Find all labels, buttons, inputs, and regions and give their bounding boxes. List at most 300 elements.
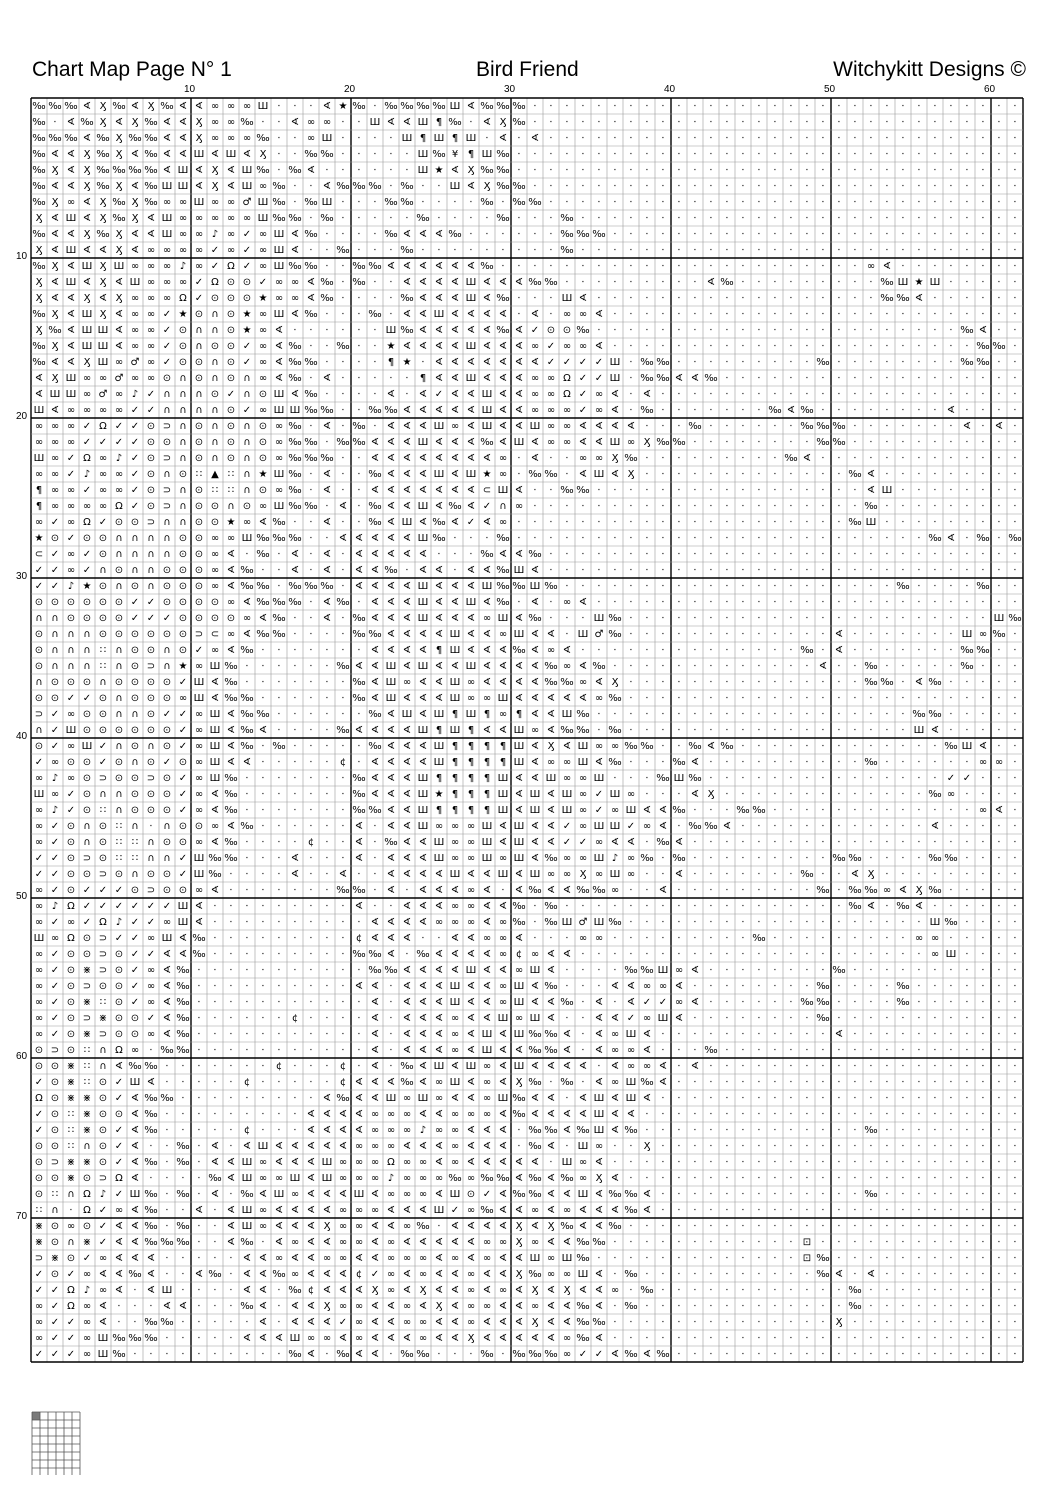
- stitch-symbol: ⋅: [997, 901, 1000, 912]
- stitch-symbol: ¢: [308, 837, 314, 848]
- stitch-symbol: ⋅: [645, 517, 648, 528]
- stitch-symbol: ⋅: [997, 405, 1000, 416]
- stitch-symbol: Ш: [498, 613, 509, 624]
- stitch-symbol: ⋅: [661, 245, 664, 256]
- stitch-symbol: ‰: [144, 1109, 157, 1120]
- stitch-symbol: ⋅: [261, 1045, 264, 1056]
- stitch-symbol: Ш: [418, 773, 429, 784]
- stitch-symbol: ⋅: [517, 533, 520, 544]
- stitch-symbol: ∢: [947, 405, 955, 416]
- stitch-symbol: ‰: [928, 789, 941, 800]
- stitch-symbol: Ш: [466, 341, 477, 352]
- stitch-symbol: ⋅: [821, 1221, 824, 1232]
- stitch-symbol: ⊙: [35, 1173, 43, 1184]
- stitch-symbol: ⋅: [613, 341, 616, 352]
- stitch-symbol: ⋅: [773, 421, 776, 432]
- stitch-symbol: ⋅: [837, 789, 840, 800]
- stitch-symbol: ✓: [99, 757, 107, 768]
- stitch-symbol: ✓: [51, 917, 59, 928]
- stitch-symbol: ⋅: [725, 677, 728, 688]
- stitch-symbol: ⋅: [693, 1269, 696, 1280]
- stitch-symbol: ⊙: [563, 325, 571, 336]
- stitch-symbol: ⋅: [757, 549, 760, 560]
- stitch-symbol: ‰: [704, 1045, 717, 1056]
- stitch-symbol: ⋅: [1013, 357, 1016, 368]
- stitch-symbol: ⋅: [213, 1205, 216, 1216]
- stitch-symbol: ⋅: [757, 261, 760, 272]
- stitch-symbol: ⋅: [965, 117, 968, 128]
- stitch-symbol: Ш: [130, 1077, 141, 1088]
- stitch-symbol: ⋅: [245, 773, 248, 784]
- stitch-symbol: ∢: [467, 1013, 475, 1024]
- stitch-symbol: ⋅: [309, 885, 312, 896]
- stitch-symbol: ⋅: [373, 325, 376, 336]
- stitch-symbol: Ӽ: [548, 741, 555, 752]
- stitch-symbol: ∞: [403, 1125, 411, 1136]
- stitch-symbol: ⋅: [917, 869, 920, 880]
- stitch-symbol: ∞: [259, 229, 267, 240]
- stitch-symbol: ⋅: [645, 101, 648, 112]
- stitch-symbol: ∢: [339, 1109, 347, 1120]
- stitch-symbol: ⋅: [245, 805, 248, 816]
- stitch-symbol: ⋅: [693, 661, 696, 672]
- stitch-symbol: ⋅: [981, 405, 984, 416]
- stitch-symbol: ∞: [179, 245, 187, 256]
- stitch-symbol: ∢: [403, 693, 411, 704]
- stitch-symbol: ⋅: [677, 357, 680, 368]
- stitch-symbol: ∩: [147, 853, 154, 864]
- stitch-symbol: ∩: [163, 533, 170, 544]
- stitch-symbol: ⋅: [629, 757, 632, 768]
- stitch-symbol: ⊙: [259, 389, 267, 400]
- stitch-symbol: ⋅: [677, 1237, 680, 1248]
- stitch-symbol: ⋅: [645, 837, 648, 848]
- stitch-symbol: ⋅: [757, 661, 760, 672]
- stitch-symbol: ⋅: [485, 533, 488, 544]
- stitch-symbol: ‰: [352, 181, 365, 192]
- stitch-symbol: ⋅: [853, 405, 856, 416]
- stitch-symbol: Ш: [594, 917, 605, 928]
- stitch-symbol: ⋅: [869, 917, 872, 928]
- stitch-symbol: ∢: [627, 421, 635, 432]
- stitch-symbol: ⋅: [869, 837, 872, 848]
- stitch-symbol: ⋅: [789, 581, 792, 592]
- stitch-symbol: ∷: [84, 1061, 90, 1072]
- stitch-symbol: ⋅: [997, 773, 1000, 784]
- stitch-symbol: ∢: [995, 421, 1003, 432]
- stitch-symbol: ∢: [963, 421, 971, 432]
- stitch-symbol: ‰: [240, 821, 253, 832]
- stitch-symbol: ⋅: [789, 261, 792, 272]
- stitch-symbol: ⋅: [821, 853, 824, 864]
- stitch-symbol: ∢: [675, 981, 683, 992]
- stitch-symbol: ⋅: [629, 341, 632, 352]
- stitch-symbol: ⋅: [677, 1141, 680, 1152]
- stitch-symbol: ⋅: [677, 1173, 680, 1184]
- stitch-symbol: ⋅: [885, 1189, 888, 1200]
- stitch-symbol: ⋅: [597, 501, 600, 512]
- stitch-symbol: ∢: [595, 1205, 603, 1216]
- stitch-symbol: ⋅: [949, 197, 952, 208]
- stitch-symbol: ⋅: [869, 1045, 872, 1056]
- stitch-symbol: ✓: [243, 229, 251, 240]
- stitch-symbol: ⋅: [661, 757, 664, 768]
- stitch-symbol: ⊙: [99, 725, 107, 736]
- stitch-symbol: ∢: [595, 1045, 603, 1056]
- stitch-symbol: ⋅: [741, 245, 744, 256]
- stitch-symbol: ⋅: [821, 405, 824, 416]
- stitch-symbol: ⋅: [245, 1349, 248, 1360]
- stitch-symbol: ⋇: [83, 1093, 91, 1104]
- stitch-symbol: ⋅: [597, 581, 600, 592]
- stitch-symbol: ⋅: [933, 229, 936, 240]
- stitch-symbol: ⊙: [163, 629, 171, 640]
- stitch-symbol: ⋅: [517, 469, 520, 480]
- stitch-symbol: ⋅: [677, 1253, 680, 1264]
- stitch-symbol: ∢: [515, 1333, 523, 1344]
- stitch-symbol: ∢: [403, 1013, 411, 1024]
- stitch-symbol: ⊙: [227, 293, 235, 304]
- stitch-symbol: ⋅: [629, 549, 632, 560]
- stitch-symbol: Ш: [562, 789, 573, 800]
- stitch-symbol: ⋅: [821, 293, 824, 304]
- stitch-symbol: ∢: [547, 997, 555, 1008]
- stitch-symbol: Ш: [242, 1221, 253, 1232]
- stitch-symbol: ∢: [851, 869, 859, 880]
- stitch-symbol: ⋅: [453, 245, 456, 256]
- stitch-symbol: ⋅: [949, 389, 952, 400]
- stitch-symbol: ⋅: [309, 917, 312, 928]
- stitch-symbol: ⋅: [869, 229, 872, 240]
- stitch-symbol: ⊙: [147, 645, 155, 656]
- stitch-symbol: ⋅: [741, 133, 744, 144]
- stitch-symbol: ⋅: [981, 149, 984, 160]
- stitch-symbol: ⋅: [949, 421, 952, 432]
- stitch-symbol: ∢: [435, 1317, 443, 1328]
- stitch-symbol: ∞: [467, 1317, 475, 1328]
- stitch-symbol: ⋅: [645, 261, 648, 272]
- stitch-symbol: ⋅: [725, 421, 728, 432]
- stitch-symbol: ⊙: [35, 693, 43, 704]
- stitch-symbol: ⋅: [757, 357, 760, 368]
- stitch-symbol: ‰: [592, 229, 605, 240]
- stitch-symbol: ⋅: [933, 1285, 936, 1296]
- stitch-symbol: ∞: [467, 901, 475, 912]
- stitch-symbol: ⋅: [1013, 1189, 1016, 1200]
- stitch-symbol: ⋅: [293, 885, 296, 896]
- stitch-symbol: ⋅: [341, 453, 344, 464]
- stitch-symbol: ‰: [416, 1349, 429, 1360]
- stitch-symbol: ⋅: [981, 997, 984, 1008]
- stitch-symbol: Ш: [178, 181, 189, 192]
- stitch-symbol: ⋅: [1013, 1173, 1016, 1184]
- stitch-symbol: ⋅: [949, 837, 952, 848]
- stitch-symbol: ∞: [115, 1205, 123, 1216]
- stitch-symbol: ⋅: [805, 181, 808, 192]
- stitch-symbol: ‰: [400, 1077, 413, 1088]
- stitch-symbol: ∞: [595, 741, 603, 752]
- stitch-symbol: ⋅: [949, 229, 952, 240]
- stitch-symbol: ∢: [499, 1045, 507, 1056]
- stitch-symbol: ⋅: [917, 181, 920, 192]
- stitch-symbol: ∢: [371, 1349, 379, 1360]
- stitch-symbol: ⋅: [885, 757, 888, 768]
- stitch-symbol: Ш: [962, 629, 973, 640]
- stitch-symbol: ⋅: [965, 437, 968, 448]
- stitch-symbol: ⋅: [341, 917, 344, 928]
- stitch-symbol: ⋅: [341, 821, 344, 832]
- stitch-symbol: ⋅: [389, 309, 392, 320]
- stitch-symbol: Ш: [162, 181, 173, 192]
- stitch-symbol: ∞: [35, 1301, 43, 1312]
- stitch-symbol: ∩: [179, 421, 186, 432]
- stitch-symbol: ∞: [275, 437, 283, 448]
- stitch-symbol: Ш: [162, 933, 173, 944]
- stitch-symbol: ⋅: [885, 965, 888, 976]
- stitch-symbol: Ш: [434, 1061, 445, 1072]
- stitch-symbol: ∢: [499, 1317, 507, 1328]
- stitch-symbol: ∢: [403, 453, 411, 464]
- stitch-symbol: ⋅: [757, 1253, 760, 1264]
- stitch-symbol: ∢: [387, 869, 395, 880]
- stitch-symbol: ‰: [336, 1093, 349, 1104]
- stitch-symbol: ✓: [115, 1141, 123, 1152]
- stitch-symbol: Ӽ: [628, 469, 635, 480]
- stitch-symbol: ⋅: [677, 501, 680, 512]
- stitch-symbol: ⋅: [917, 837, 920, 848]
- stitch-symbol: ⋅: [693, 837, 696, 848]
- stitch-symbol: ∢: [675, 869, 683, 880]
- stitch-symbol: ∢: [403, 661, 411, 672]
- stitch-symbol: ∢: [259, 1285, 267, 1296]
- stitch-symbol: ∢: [179, 949, 187, 960]
- stitch-symbol: ∷: [212, 485, 218, 496]
- stitch-symbol: ‰: [144, 1189, 157, 1200]
- stitch-symbol: ‰: [240, 741, 253, 752]
- stitch-symbol: ⊙: [83, 757, 91, 768]
- stitch-symbol: ‰: [336, 245, 349, 256]
- stitch-symbol: ∢: [323, 469, 331, 480]
- stitch-symbol: ⋅: [805, 1301, 808, 1312]
- stitch-symbol: ⋅: [1013, 325, 1016, 336]
- stitch-symbol: ∢: [355, 1093, 363, 1104]
- stitch-symbol: Ш: [530, 421, 541, 432]
- stitch-symbol: ∢: [515, 1301, 523, 1312]
- stitch-symbol: ∢: [387, 581, 395, 592]
- stitch-symbol: Ш: [418, 533, 429, 544]
- stitch-symbol: ⋅: [277, 101, 280, 112]
- stitch-symbol: ✓: [579, 373, 587, 384]
- stitch-symbol: ⋅: [757, 853, 760, 864]
- stitch-symbol: ⋅: [1013, 485, 1016, 496]
- stitch-symbol: ∞: [147, 933, 155, 944]
- stitch-symbol: ⊙: [131, 789, 139, 800]
- stitch-symbol: ⋅: [309, 325, 312, 336]
- stitch-symbol: ∢: [435, 1333, 443, 1344]
- stitch-symbol: ⊙: [163, 869, 171, 880]
- stitch-symbol: ¶: [468, 805, 474, 816]
- stitch-symbol: ⋅: [869, 1237, 872, 1248]
- stitch-symbol: ∢: [275, 373, 283, 384]
- stitch-symbol: ⋅: [837, 773, 840, 784]
- stitch-symbol: ⋅: [933, 421, 936, 432]
- stitch-symbol: ⋅: [885, 581, 888, 592]
- stitch-symbol: ⋅: [885, 245, 888, 256]
- stitch-symbol: ⋅: [229, 1077, 232, 1088]
- stitch-symbol: ∢: [435, 437, 443, 448]
- stitch-symbol: ⋅: [965, 981, 968, 992]
- stitch-symbol: ⊙: [51, 1269, 59, 1280]
- stitch-symbol: ⋅: [997, 917, 1000, 928]
- stitch-symbol: ‰: [800, 645, 813, 656]
- stitch-symbol: ∩: [115, 741, 122, 752]
- stitch-symbol: ∩: [51, 613, 58, 624]
- stitch-symbol: ⋅: [997, 1029, 1000, 1040]
- stitch-symbol: ∞: [467, 1301, 475, 1312]
- stitch-symbol: ⋅: [357, 709, 360, 720]
- stitch-symbol: ⋅: [917, 1141, 920, 1152]
- stitch-symbol: ★: [403, 357, 412, 368]
- stitch-symbol: Ш: [290, 1173, 301, 1184]
- stitch-symbol: ∢: [515, 933, 523, 944]
- stitch-symbol: ¶: [388, 357, 394, 368]
- stitch-symbol: ⋅: [677, 597, 680, 608]
- stitch-symbol: ∢: [323, 1237, 331, 1248]
- stitch-symbol: ∞: [35, 981, 43, 992]
- stitch-symbol: ⋅: [789, 917, 792, 928]
- stitch-symbol: ⋅: [357, 133, 360, 144]
- stitch-symbol: ⋅: [1013, 821, 1016, 832]
- stitch-symbol: ∢: [371, 997, 379, 1008]
- stitch-symbol: ⋅: [869, 1317, 872, 1328]
- stitch-symbol: ¶: [452, 789, 458, 800]
- stitch-symbol: ⋅: [837, 725, 840, 736]
- stitch-symbol: ⋅: [997, 1061, 1000, 1072]
- stitch-symbol: ⋅: [229, 901, 232, 912]
- stitch-symbol: ⋅: [997, 1221, 1000, 1232]
- stitch-symbol: ⋅: [245, 1317, 248, 1328]
- stitch-symbol: ∢: [531, 645, 539, 656]
- stitch-symbol: ⋅: [213, 1333, 216, 1344]
- stitch-symbol: ✓: [51, 821, 59, 832]
- stitch-symbol: ⋅: [821, 1077, 824, 1088]
- stitch-symbol: ✓: [35, 1349, 43, 1360]
- stitch-symbol: ⋅: [981, 789, 984, 800]
- stitch-symbol: ⊙: [51, 533, 59, 544]
- stitch-symbol: ∞: [451, 1029, 459, 1040]
- stitch-symbol: ∢: [323, 373, 331, 384]
- stitch-symbol: ‰: [320, 213, 333, 224]
- stitch-symbol: ∢: [323, 613, 331, 624]
- stitch-symbol: ⋅: [901, 485, 904, 496]
- stitch-symbol: ⋅: [949, 725, 952, 736]
- stitch-symbol: ⋅: [645, 421, 648, 432]
- stitch-symbol: Ш: [450, 869, 461, 880]
- stitch-symbol: ⋅: [421, 357, 424, 368]
- stitch-symbol: ⋅: [613, 293, 616, 304]
- stitch-symbol: ∞: [35, 885, 43, 896]
- stitch-symbol: ⋅: [965, 405, 968, 416]
- stitch-symbol: ∢: [547, 1333, 555, 1344]
- stitch-symbol: ∢: [371, 485, 379, 496]
- stitch-symbol: ‰: [96, 133, 109, 144]
- stitch-symbol: ∷: [116, 853, 122, 864]
- stitch-symbol: Ш: [594, 469, 605, 480]
- stitch-symbol: ⋅: [869, 645, 872, 656]
- stitch-symbol: ∞: [403, 1173, 411, 1184]
- stitch-symbol: ⋅: [693, 501, 696, 512]
- stitch-symbol: ⋅: [709, 261, 712, 272]
- stitch-symbol: ‰: [496, 533, 509, 544]
- stitch-symbol: ⋅: [597, 165, 600, 176]
- stitch-symbol: ⋅: [1013, 421, 1016, 432]
- stitch-symbol: ⋅: [885, 1253, 888, 1264]
- stitch-symbol: ⋅: [837, 117, 840, 128]
- stitch-symbol: ⋅: [693, 805, 696, 816]
- stitch-symbol: ⋅: [949, 149, 952, 160]
- stitch-symbol: ⋅: [789, 821, 792, 832]
- stitch-symbol: ¶: [468, 149, 474, 160]
- stitch-symbol: ⋅: [693, 533, 696, 544]
- stitch-symbol: ∞: [499, 949, 507, 960]
- stitch-symbol: ‰: [928, 885, 941, 896]
- stitch-symbol: ⋅: [357, 1013, 360, 1024]
- stitch-symbol: ⋅: [853, 101, 856, 112]
- stitch-symbol: ⋅: [197, 1349, 200, 1360]
- stitch-symbol: ⋅: [773, 773, 776, 784]
- stitch-symbol: ∢: [403, 1141, 411, 1152]
- stitch-symbol: ∢: [499, 1077, 507, 1088]
- stitch-symbol: ∢: [211, 149, 219, 160]
- stitch-symbol: ∢: [499, 1109, 507, 1120]
- stitch-symbol: ⋅: [197, 1221, 200, 1232]
- stitch-symbol: Ш: [562, 805, 573, 816]
- stitch-symbol: ⋅: [917, 805, 920, 816]
- stitch-symbol: ⋅: [773, 325, 776, 336]
- stitch-symbol: ⋅: [309, 789, 312, 800]
- stitch-symbol: ⊙: [83, 933, 91, 944]
- stitch-symbol: ⋅: [325, 773, 328, 784]
- stitch-symbol: ⋅: [709, 949, 712, 960]
- stitch-symbol: ⋅: [773, 661, 776, 672]
- stitch-symbol: ⋅: [997, 949, 1000, 960]
- stitch-symbol: ⊙: [99, 1077, 107, 1088]
- stitch-symbol: ∢: [403, 277, 411, 288]
- stitch-symbol: ⋅: [949, 1157, 952, 1168]
- stitch-symbol: ⋅: [277, 709, 280, 720]
- stitch-symbol: ∢: [227, 1205, 235, 1216]
- stitch-symbol: ⋅: [709, 869, 712, 880]
- stitch-symbol: ¢: [276, 1061, 282, 1072]
- stitch-symbol: ∢: [483, 629, 491, 640]
- stitch-symbol: ∢: [451, 437, 459, 448]
- stitch-symbol: ∞: [579, 1173, 587, 1184]
- stitch-symbol: ⋅: [565, 165, 568, 176]
- stitch-symbol: ⋅: [949, 117, 952, 128]
- stitch-symbol: ∷: [36, 1205, 42, 1216]
- stitch-symbol: ⋅: [277, 133, 280, 144]
- stitch-symbol: ‰: [496, 149, 509, 160]
- stitch-symbol: ∢: [403, 805, 411, 816]
- stitch-symbol: ∞: [355, 1333, 363, 1344]
- stitch-symbol: ⋅: [837, 997, 840, 1008]
- stitch-symbol: ‰: [224, 789, 237, 800]
- stitch-symbol: Ш: [210, 773, 221, 784]
- stitch-symbol: ‰: [112, 1333, 125, 1344]
- stitch-symbol: ∢: [419, 229, 427, 240]
- stitch-symbol: ⋅: [773, 629, 776, 640]
- stitch-symbol: ✓: [115, 1157, 123, 1168]
